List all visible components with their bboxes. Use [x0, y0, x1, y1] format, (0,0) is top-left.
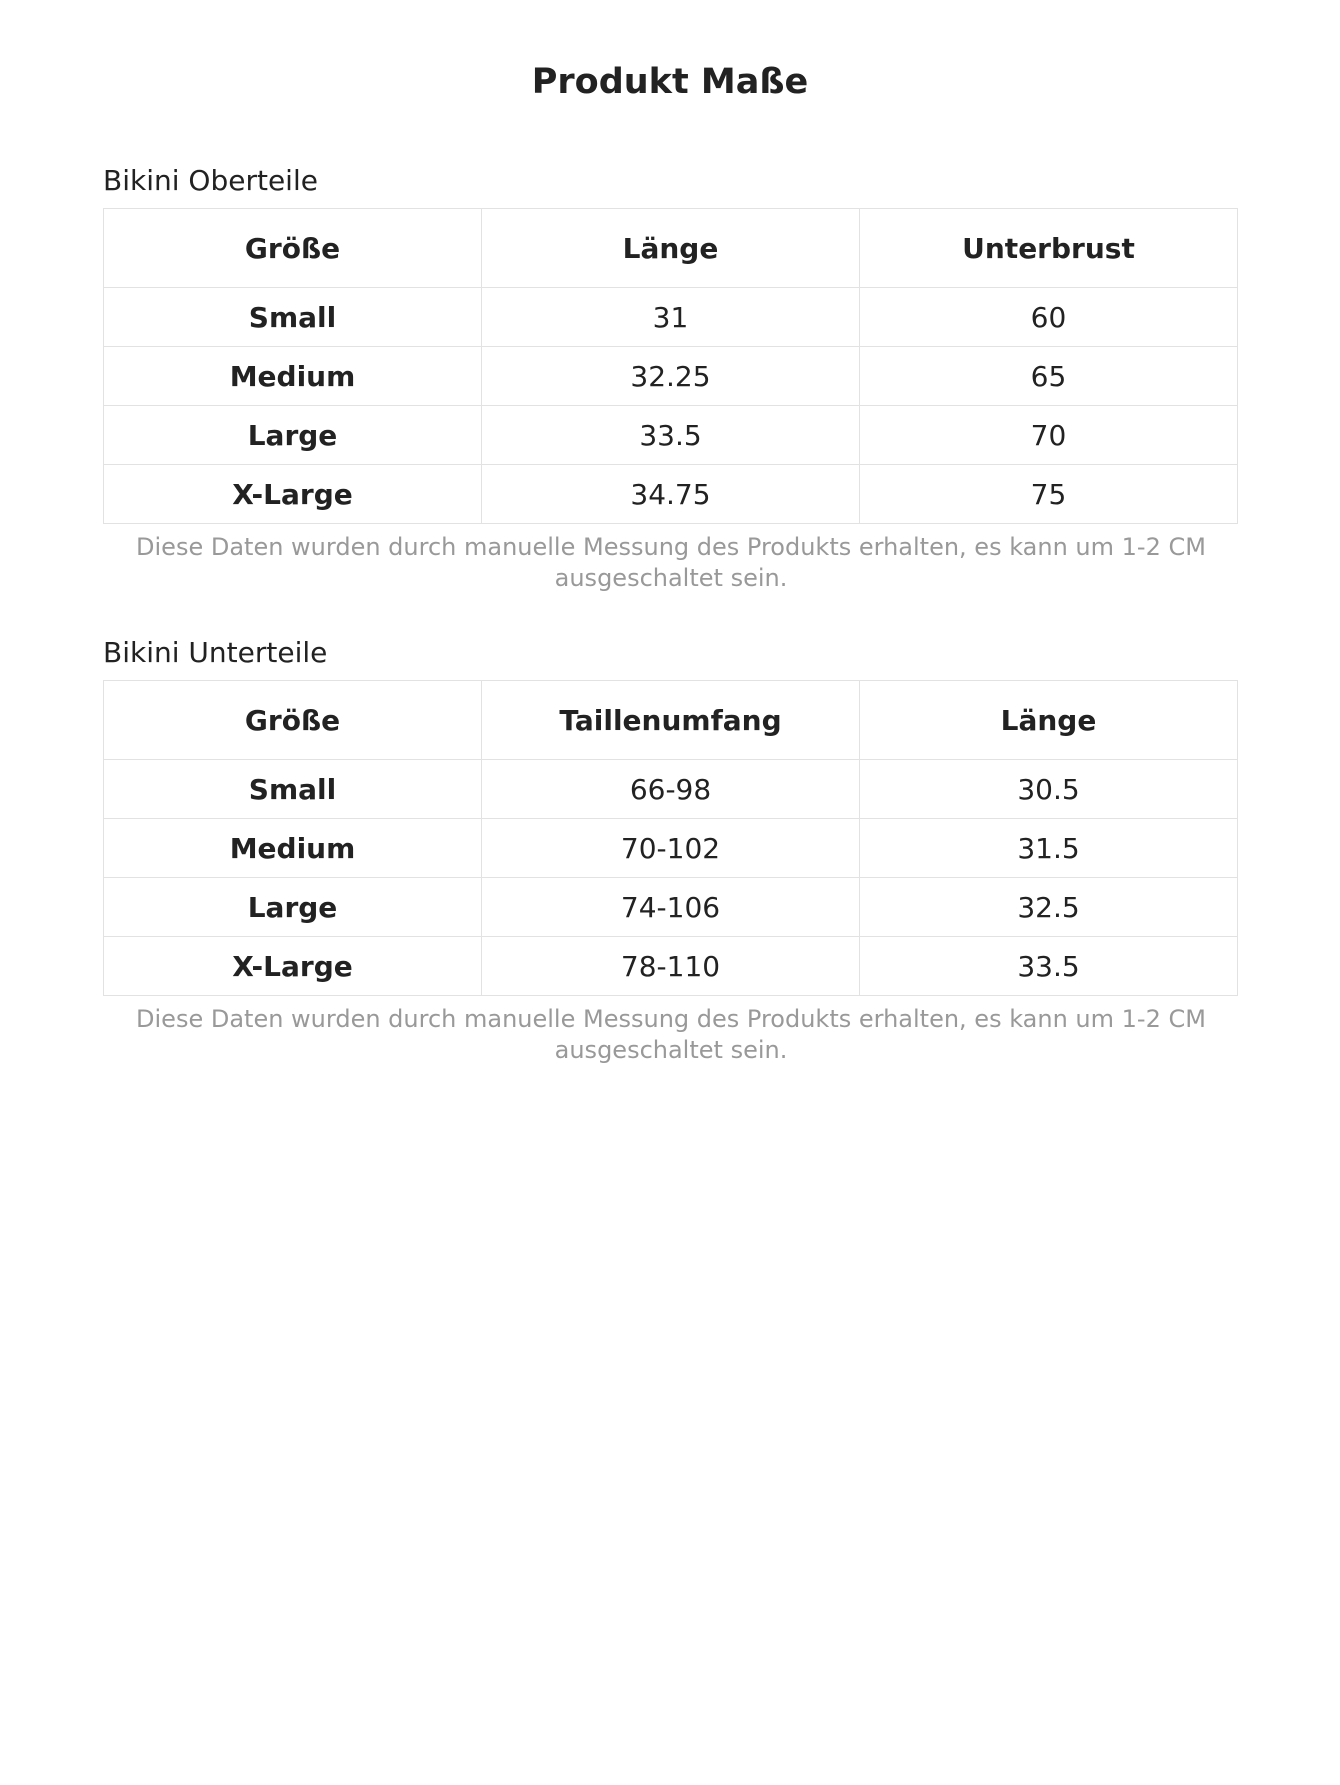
table-row — [104, 347, 1238, 406]
table-row — [104, 937, 1238, 996]
length-cell: 34.75 — [482, 465, 860, 524]
waist-cell: 74-106 — [482, 878, 860, 937]
table-row — [104, 878, 1238, 937]
waist-cell: 66-98 — [482, 760, 860, 819]
table-row — [104, 465, 1238, 524]
length-cell: 33.5 — [482, 406, 860, 465]
page-title: Produkt Maße — [531, 62, 809, 102]
table-row — [104, 288, 1238, 347]
size-cell: Large — [104, 406, 482, 465]
measurement-note: Diese Daten wurden durch manuelle Messung des Produkts erhalten, es kann um 1-2 CM ausgeschaltet sein. — [136, 533, 1206, 592]
table-row — [104, 819, 1238, 878]
size-cell: Large — [104, 878, 482, 937]
underbust-cell: 60 — [860, 288, 1238, 347]
size-cell: X-Large — [104, 465, 482, 524]
column-header-length: Länge — [482, 209, 860, 288]
underbust-cell: 65 — [860, 347, 1238, 406]
size-cell: Small — [104, 760, 482, 819]
measurement-note: Diese Daten wurden durch manuelle Messung des Produkts erhalten, es kann um 1-2 CM ausgeschaltet sein. — [136, 1005, 1206, 1064]
waist-cell: 70-102 — [482, 819, 860, 878]
size-cell: X-Large — [104, 937, 482, 996]
table-row — [104, 406, 1238, 465]
column-header-size: Größe — [104, 681, 482, 760]
length-cell: 31.5 — [860, 819, 1238, 878]
size-cell: Medium — [104, 819, 482, 878]
column-header-size: Größe — [104, 209, 482, 288]
length-cell: 30.5 — [860, 760, 1238, 819]
size-cell: Medium — [104, 347, 482, 406]
section-heading: Bikini Unterteile — [103, 636, 328, 669]
section-heading: Bikini Oberteile — [103, 164, 318, 197]
underbust-cell: 70 — [860, 406, 1238, 465]
section-bikini-unterteile — [103, 636, 1238, 1066]
length-cell: 33.5 — [860, 937, 1238, 996]
length-cell: 31 — [482, 288, 860, 347]
column-header-waist: Taillenumfang — [482, 681, 860, 760]
table-row — [104, 760, 1238, 819]
size-table-unterteile — [103, 680, 1238, 996]
length-cell: 32.25 — [482, 347, 860, 406]
size-cell: Small — [104, 288, 482, 347]
table-header-row — [104, 209, 1238, 288]
underbust-cell: 75 — [860, 465, 1238, 524]
column-header-length: Länge — [860, 681, 1238, 760]
column-header-underbust: Unterbrust — [860, 209, 1238, 288]
section-bikini-oberteile — [103, 164, 1238, 594]
length-cell: 32.5 — [860, 878, 1238, 937]
waist-cell: 78-110 — [482, 937, 860, 996]
size-table-oberteile — [103, 208, 1238, 524]
table-header-row — [104, 681, 1238, 760]
